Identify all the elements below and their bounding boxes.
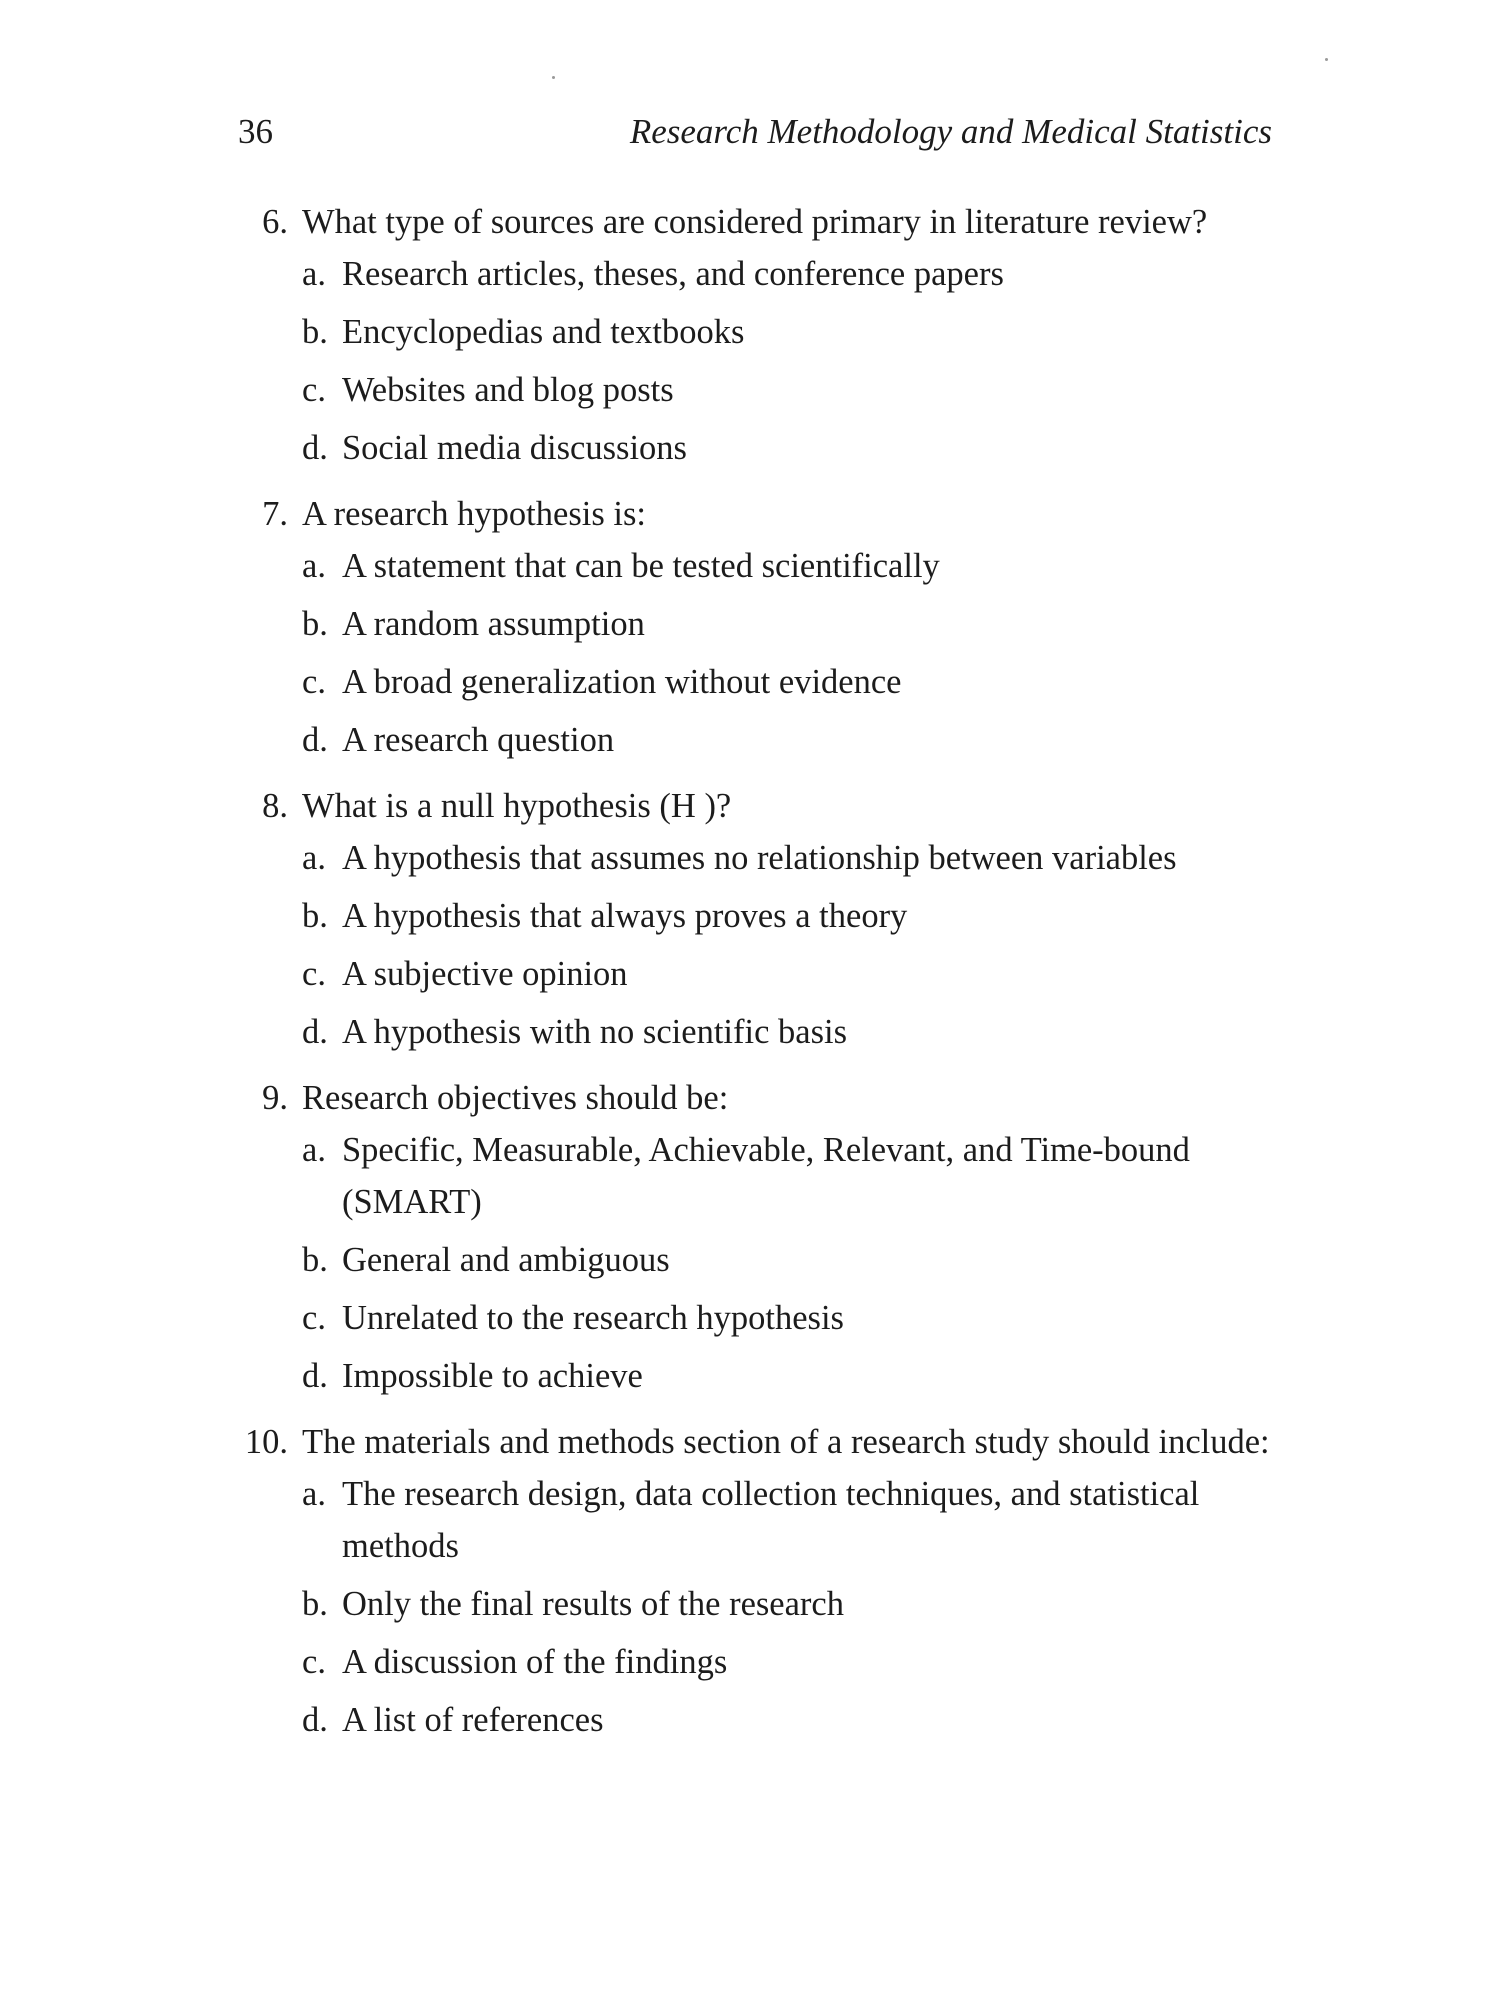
question-text: The materials and methods section of a research study should include: xyxy=(302,1423,1270,1461)
question-number: 7. xyxy=(262,495,288,533)
option-letter: b. xyxy=(302,313,328,351)
option-c xyxy=(302,1292,1272,1344)
option-a xyxy=(302,832,1272,884)
question-9 xyxy=(238,1072,1272,1402)
option-letter: c. xyxy=(302,1643,326,1681)
option-d xyxy=(302,422,1272,474)
option-text: A research question xyxy=(342,721,615,759)
option-letter: c. xyxy=(302,1299,326,1337)
option-c xyxy=(302,948,1272,1000)
option-letter: a. xyxy=(302,839,326,877)
page-header xyxy=(238,108,1272,156)
option-text: Impossible to achieve xyxy=(342,1357,643,1395)
option-text: The research design, data collection techniques, and statistical methods xyxy=(342,1475,1200,1565)
option-text: Websites and blog posts xyxy=(342,371,674,409)
option-text: A hypothesis that always proves a theory xyxy=(342,897,908,935)
option-b xyxy=(302,306,1272,358)
option-letter: d. xyxy=(302,429,328,467)
option-text: A statement that can be tested scientifically xyxy=(342,547,940,585)
option-text: A random assumption xyxy=(342,605,645,643)
question-stem xyxy=(238,1416,1272,1468)
option-letter: b. xyxy=(302,897,328,935)
running-title: Research Methodology and Medical Statistics xyxy=(629,112,1272,151)
question-number: 8. xyxy=(262,787,288,825)
question-text: A research hypothesis is: xyxy=(302,495,646,533)
option-text: Social media discussions xyxy=(342,429,687,467)
question-number: 9. xyxy=(262,1079,288,1117)
option-text: Research articles, theses, and conference papers xyxy=(342,255,1004,293)
option-d xyxy=(302,1350,1272,1402)
question-number: 10. xyxy=(244,1423,288,1461)
option-list xyxy=(302,1468,1272,1746)
option-b xyxy=(302,598,1272,650)
option-c xyxy=(302,364,1272,416)
option-letter: b. xyxy=(302,1585,328,1623)
question-stem xyxy=(238,780,1272,832)
question-6 xyxy=(238,196,1272,474)
option-text: Unrelated to the research hypothesis xyxy=(342,1299,844,1337)
option-letter: b. xyxy=(302,1241,328,1279)
option-letter: a. xyxy=(302,547,326,585)
option-a xyxy=(302,248,1272,300)
option-letter: b. xyxy=(302,605,328,643)
option-letter: a. xyxy=(302,1475,326,1513)
scan-speck xyxy=(1325,58,1328,61)
question-text: What type of sources are considered primary in literature review? xyxy=(302,203,1208,241)
option-text: Encyclopedias and textbooks xyxy=(342,313,745,351)
option-letter: c. xyxy=(302,663,326,701)
option-letter: d. xyxy=(302,1701,328,1739)
option-letter: d. xyxy=(302,1357,328,1395)
question-number: 6. xyxy=(262,203,288,241)
option-a xyxy=(302,1468,1272,1572)
option-d xyxy=(302,1694,1272,1746)
option-letter: d. xyxy=(302,721,328,759)
option-text: A list of references xyxy=(342,1701,604,1739)
option-letter: d. xyxy=(302,1013,328,1051)
question-text: Research objectives should be: xyxy=(302,1079,729,1117)
option-d xyxy=(302,714,1272,766)
option-text: A hypothesis with no scientific basis xyxy=(342,1013,848,1051)
option-letter: a. xyxy=(302,1131,326,1169)
question-list xyxy=(238,196,1272,1760)
option-text: Only the final results of the research xyxy=(342,1585,844,1623)
scan-speck xyxy=(552,76,555,79)
option-text: A hypothesis that assumes no relationship between variables xyxy=(342,839,1177,877)
option-text: Specific, Measurable, Achievable, Relevant, and Time-bound (SMART) xyxy=(342,1131,1190,1221)
option-a xyxy=(302,540,1272,592)
option-letter: a. xyxy=(302,255,326,293)
question-stem xyxy=(238,1072,1272,1124)
option-d xyxy=(302,1006,1272,1058)
option-list xyxy=(302,248,1272,474)
question-text: What is a null hypothesis (H )? xyxy=(302,787,732,825)
question-stem xyxy=(238,488,1272,540)
option-text: A discussion of the findings xyxy=(342,1643,728,1681)
option-list xyxy=(302,1124,1272,1402)
option-letter: c. xyxy=(302,371,326,409)
option-text: General and ambiguous xyxy=(342,1241,670,1279)
option-b xyxy=(302,1578,1272,1630)
option-letter: c. xyxy=(302,955,326,993)
option-list xyxy=(302,540,1272,766)
question-stem xyxy=(238,196,1272,248)
option-b xyxy=(302,1234,1272,1286)
option-a xyxy=(302,1124,1272,1228)
option-b xyxy=(302,890,1272,942)
option-c xyxy=(302,1636,1272,1688)
page-number: 36 xyxy=(238,112,273,151)
question-7 xyxy=(238,488,1272,766)
option-text: A broad generalization without evidence xyxy=(342,663,902,701)
question-8 xyxy=(238,780,1272,1058)
option-list xyxy=(302,832,1272,1058)
option-text: A subjective opinion xyxy=(342,955,628,993)
question-10 xyxy=(238,1416,1272,1746)
option-c xyxy=(302,656,1272,708)
